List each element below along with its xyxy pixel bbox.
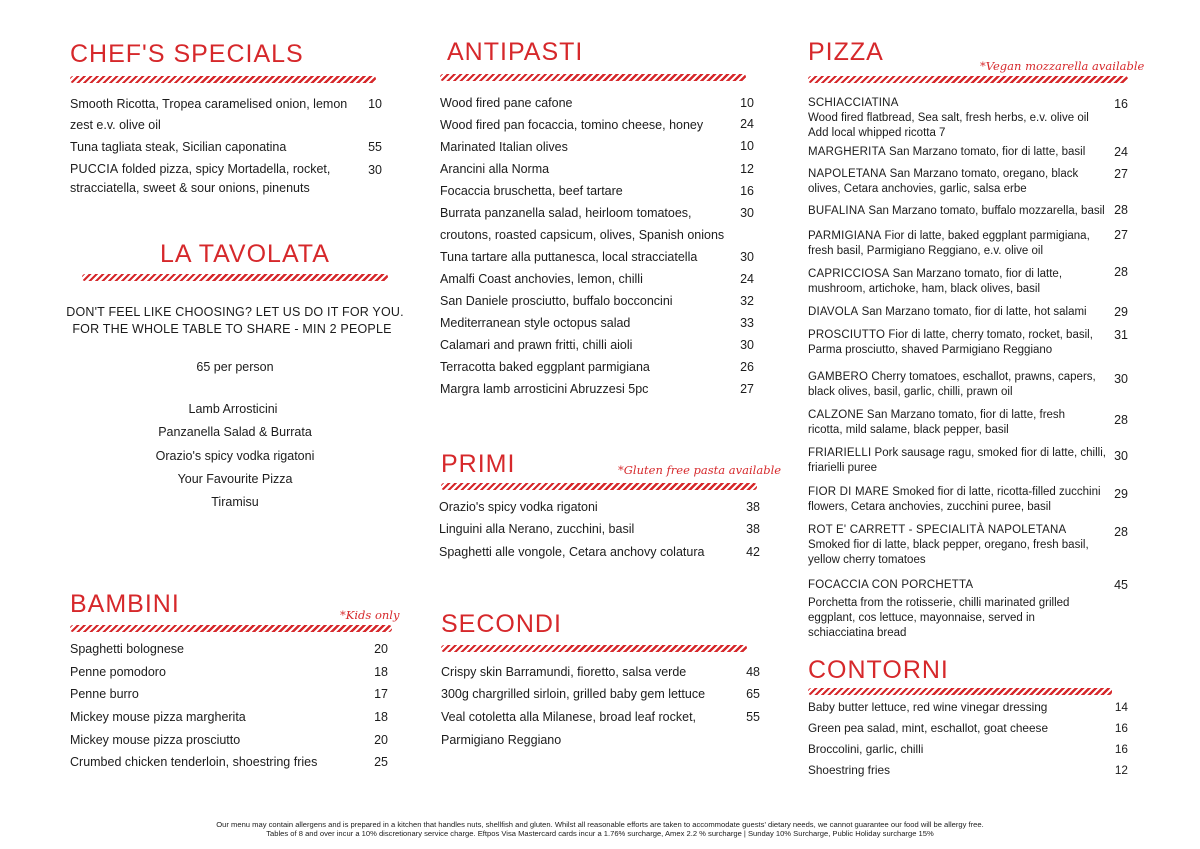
pizza-item-addon: Add local whipped ricotta 7 (808, 127, 946, 139)
menu-item: Calamari and prawn fritti, chilli aioli (440, 338, 633, 352)
menu-item-price: 25 (374, 755, 388, 769)
pizza-item-name: BUFALINA (808, 205, 866, 217)
tavolata-intro: FOR THE WHOLE TABLE TO SHARE - MIN 2 PEOPLE (72, 322, 392, 336)
menu-item: Arancini alla Norma (440, 162, 550, 176)
pizza-item (808, 328, 1108, 358)
menu-item-price: 42 (746, 545, 760, 559)
menu-item-price: 29 (1114, 305, 1128, 319)
tavolata-divider (82, 274, 388, 281)
pizza-item-desc: black olives, basil, garlic, chilli, prawn oil (808, 386, 1013, 398)
allergen-notice: Our menu may contain allergens and is prepared in a kitchen that handles nuts, shellfish and gluten. Whilst all reasonable efforts are taken to accommodate guests' dietary needs, we cannot guarantee our food will be allergy free. (216, 820, 984, 829)
pizza-item-desc: San Marzano tomato, fior di latte, fresh (863, 409, 1066, 421)
menu-item: Terracotta baked eggplant parmigiana (440, 360, 650, 374)
menu-item-price: 28 (1114, 203, 1128, 217)
menu-item-price: 16 (1114, 742, 1128, 756)
pizza-item-name: PROSCIUTTO (808, 329, 886, 341)
menu-item-cont: Parmigiano Reggiano (441, 733, 562, 747)
menu-item-price: 27 (1114, 167, 1128, 181)
menu-item-price: 30 (740, 250, 754, 264)
chefs-specials-title: CHEF'S SPECIALS (70, 40, 304, 68)
menu-item: Margra lamb arrosticini Abruzzesi 5pc (440, 382, 649, 396)
pizza-item-desc: flowers, Cetara anchovies, zucchini puree, basil (808, 501, 1051, 513)
menu-item-price: 10 (740, 96, 754, 110)
pizza-item-name: PARMIGIANA (808, 230, 882, 242)
menu-item-price: 65 (746, 687, 760, 701)
menu-item: Green pea salad, mint, eschallot, goat cheese (808, 721, 1049, 735)
surcharge-notice: Tables of 8 and over incur a 10% discretionary service charge. Eftpos Visa Mastercard cards incur a 1.76% surcharge, Amex 2.2 % surcharge | Sunday 10% Surcharge, Public Holiday surcharge 15% (266, 829, 934, 838)
menu-item-price: 16 (1114, 97, 1128, 111)
pizza-item-name: GAMBERO (808, 371, 869, 383)
menu-item-price: 24 (1114, 145, 1128, 159)
pizza-item-name: CALZONE (808, 409, 864, 421)
tavolata-intro: DON'T FEEL LIKE CHOOSING? LET US DO IT FOR YOU. (66, 305, 404, 319)
pizza-item-desc: Parma prosciutto, shaved Parmigiano Reggiano (808, 344, 1053, 356)
pizza-item (808, 485, 1118, 515)
menu-item-price: 38 (746, 500, 760, 514)
menu-item-price: 18 (374, 665, 388, 679)
menu-item: Mediterranean style octopus salad (440, 316, 631, 330)
menu-item-price: 28 (1114, 413, 1128, 427)
pizza-item-name: FRIARIELLI (808, 447, 872, 459)
pizza-item-name: SCHIACCIATINA (808, 97, 899, 109)
pizza-item-desc: schiacciatina bread (808, 627, 907, 639)
menu-item-price: 10 (368, 97, 382, 111)
menu-item-price: 18 (374, 710, 388, 724)
pizza-title: PIZZA (808, 38, 884, 66)
menu-item: Broccolini, garlic, chilli (808, 742, 924, 756)
menu-item: Crumbed chicken tenderloin, shoestring fries (70, 755, 318, 769)
menu-item-price: 30 (1114, 449, 1128, 463)
pizza-item-desc: mushroom, artichoke, ham, black olives, basil (808, 283, 1041, 295)
menu-item-price: 27 (1114, 228, 1128, 242)
menu-item (70, 159, 330, 180)
secondi-divider (441, 645, 747, 652)
menu-item-price: 30 (740, 206, 754, 220)
menu-item-price: 38 (746, 522, 760, 536)
menu-item-price: 55 (368, 140, 382, 154)
pizza-item-name: FIOR DI MARE (808, 486, 889, 498)
tavolata-title: LA TAVOLATA (160, 240, 330, 268)
menu-item-price: 12 (740, 162, 754, 176)
menu-item-price: 30 (1114, 372, 1128, 386)
menu-item: Linguini alla Nerano, zucchini, basil (439, 522, 635, 536)
pizza-item-desc: Fior di latte, baked eggplant parmigiana, (881, 230, 1090, 242)
menu-item: Smooth Ricotta, Tropea caramelised onion, lemon (70, 97, 348, 111)
pizza-item-desc: San Marzano tomato, fior di latte, basil (885, 146, 1086, 158)
menu-item-price: 16 (740, 184, 754, 198)
menu-item-price: 14 (1114, 700, 1128, 714)
menu-item: Orazio's spicy vodka rigatoni (439, 500, 598, 514)
menu-item-cont: stracciatella, sweet & sour onions, pinenuts (70, 181, 310, 195)
pizza-item (808, 267, 1108, 297)
menu-item-price: 30 (368, 163, 382, 177)
menu-item-cont: zest e.v. olive oil (70, 118, 161, 132)
pizza-item-name: MARGHERITA (808, 146, 886, 158)
menu-item: Amalfi Coast anchovies, lemon, chilli (440, 272, 643, 286)
pizza-item-desc: Wood fired flatbread, Sea salt, fresh herbs, e.v. olive oil (808, 112, 1089, 124)
tavolata-item: Panzanella Salad & Burrata (158, 425, 312, 439)
menu-item: Crispy skin Barramundi, fioretto, salsa verde (441, 665, 687, 679)
pizza-item-name: DIAVOLA (808, 306, 859, 318)
pizza-item-desc: Cherry tomatoes, eschallot, prawns, capers, (868, 371, 1096, 383)
menu-item-price: 31 (1114, 328, 1128, 342)
pizza-item-desc: Fior di latte, cherry tomato, rocket, basil, (885, 329, 1093, 341)
pizza-item (808, 305, 1118, 320)
menu-item-price: 10 (740, 139, 754, 153)
menu-item: Spaghetti bolognese (70, 642, 184, 656)
pizza-item-desc: eggplant, cos lettuce, mayonnaise, served in (808, 612, 1035, 624)
pizza-item (808, 96, 1108, 141)
menu-item-price: 26 (740, 360, 754, 374)
pizza-item (808, 229, 1108, 259)
menu-item-price: 27 (740, 382, 754, 396)
pizza-item (808, 523, 1118, 568)
menu-item: Marinated Italian olives (440, 140, 568, 154)
pizza-item-desc: Smoked fior di latte, black pepper, oregano, fresh basil, (808, 539, 1089, 551)
pizza-item (808, 145, 1108, 160)
menu-item: Wood fired pane cafone (440, 96, 573, 110)
tavolata-item: Tiramisu (211, 495, 259, 509)
menu-item-price: 29 (1114, 487, 1128, 501)
primi-divider (441, 483, 757, 490)
menu-item-price: 28 (1114, 265, 1128, 279)
menu-item-price: 24 (740, 272, 754, 286)
pizza-item-desc: ricotta, mild salame, black pepper, basil (808, 424, 1009, 436)
pizza-item-desc: fresh basil, Parmigiano Reggiano, e.v. olive oil (808, 245, 1044, 257)
pizza-item (808, 408, 1108, 438)
contorni-title: CONTORNI (808, 656, 949, 684)
menu-item: Mickey mouse pizza margherita (70, 710, 246, 724)
menu-item-price: 20 (374, 642, 388, 656)
menu-item-price: 24 (740, 117, 754, 131)
pizza-item-name: CAPRICCIOSA (808, 268, 890, 280)
menu-item: Spaghetti alle vongole, Cetara anchovy colatura (439, 545, 705, 559)
menu-item: Mickey mouse pizza prosciutto (70, 733, 241, 747)
pizza-item-desc: yellow cherry tomatoes (808, 554, 926, 566)
menu-item: Penne pomodoro (70, 665, 166, 679)
menu-item: Tuna tagliata steak, Sicilian caponatina (70, 140, 287, 154)
pizza-note: *Vegan mozzarella available (980, 59, 1145, 73)
primi-title: PRIMI (441, 450, 516, 478)
bambini-note: *Kids only (340, 608, 400, 622)
menu-item-price: 12 (1114, 763, 1128, 777)
menu-item-price: 16 (1114, 721, 1128, 735)
menu-item: Penne burro (70, 687, 139, 701)
antipasti-divider (440, 74, 746, 81)
pizza-item-name: NAPOLETANA (808, 168, 887, 180)
menu-item: Baby butter lettuce, red wine vinegar dressing (808, 700, 1048, 714)
pizza-item-desc: olives, Cetara anchovies, garlic, salsa erbe (808, 183, 1027, 195)
pizza-item (808, 370, 1108, 400)
secondi-title: SECONDI (441, 610, 562, 638)
menu-item-price: 28 (1114, 525, 1128, 539)
menu-item-price: 17 (374, 687, 388, 701)
menu-item: San Daniele prosciutto, buffalo bocconcini (440, 294, 673, 308)
pizza-item-desc: San Marzano tomato, oregano, black (886, 168, 1079, 180)
pizza-item-desc: friarielli puree (808, 462, 878, 474)
menu-item-price: 55 (746, 710, 760, 724)
primi-note: *Gluten free pasta available (618, 463, 782, 477)
menu-item-price: 45 (1114, 578, 1128, 592)
pizza-item (808, 204, 1118, 219)
pizza-item-desc: San Marzano tomato, fior di latte, (889, 268, 1063, 280)
pizza-item-desc: San Marzano tomato, fior di latte, hot salami (858, 306, 1087, 318)
menu-item: Shoestring fries (808, 763, 890, 777)
menu-item: Veal cotoletta alla Milanese, broad leaf rocket, (441, 710, 697, 724)
menu-item-desc: folded pizza, spicy Mortadella, rocket, (118, 162, 331, 176)
menu-item: Focaccia bruschetta, beef tartare (440, 184, 623, 198)
menu-item-name: PUCCIA (70, 162, 119, 176)
pizza-item (808, 167, 1108, 197)
menu-item-price: 20 (374, 733, 388, 747)
menu-item-cont: croutons, roasted capsicum, olives, Spanish onions (440, 228, 725, 242)
pizza-item (808, 446, 1118, 476)
pizza-item-desc: Smoked fior di latte, ricotta-filled zucchini (889, 486, 1101, 498)
menu-item-price: 33 (740, 316, 754, 330)
bambini-title: BAMBINI (70, 590, 180, 618)
tavolata-item: Your Favourite Pizza (177, 472, 293, 486)
menu-item: 300g chargrilled sirloin, grilled baby gem lettuce (441, 687, 706, 701)
bambini-divider (70, 625, 392, 632)
tavolata-price: 65 per person (196, 360, 274, 374)
menu-item: Wood fired pan focaccia, tomino cheese, honey (440, 118, 704, 132)
menu-item-price: 32 (740, 294, 754, 308)
pizza-divider (808, 76, 1128, 83)
menu-item-price: 30 (740, 338, 754, 352)
pizza-item-desc: Porchetta from the rotisserie, chilli marinated grilled (808, 597, 1070, 609)
antipasti-title: ANTIPASTI (447, 38, 584, 66)
menu-item: Tuna tartare alla puttanesca, local stracciatella (440, 250, 698, 264)
menu-item-price: 48 (746, 665, 760, 679)
chefs-specials-divider (70, 76, 376, 83)
pizza-item-name: ROT E' CARRETT - SPECIALITÀ NAPOLETANA (808, 524, 1067, 536)
tavolata-item: Lamb Arrosticini (188, 402, 278, 416)
pizza-item-desc: Pork sausage ragu, smoked fior di latte, chilli, (871, 447, 1106, 459)
pizza-item (808, 578, 1118, 641)
contorni-divider (808, 688, 1112, 695)
pizza-item-name: FOCACCIA CON PORCHETTA (808, 579, 974, 591)
menu-item: Burrata panzanella salad, heirloom tomatoes, (440, 206, 692, 220)
pizza-item-desc: San Marzano tomato, buffalo mozzarella, basil (865, 205, 1105, 217)
tavolata-item: Orazio's spicy vodka rigatoni (155, 449, 315, 463)
